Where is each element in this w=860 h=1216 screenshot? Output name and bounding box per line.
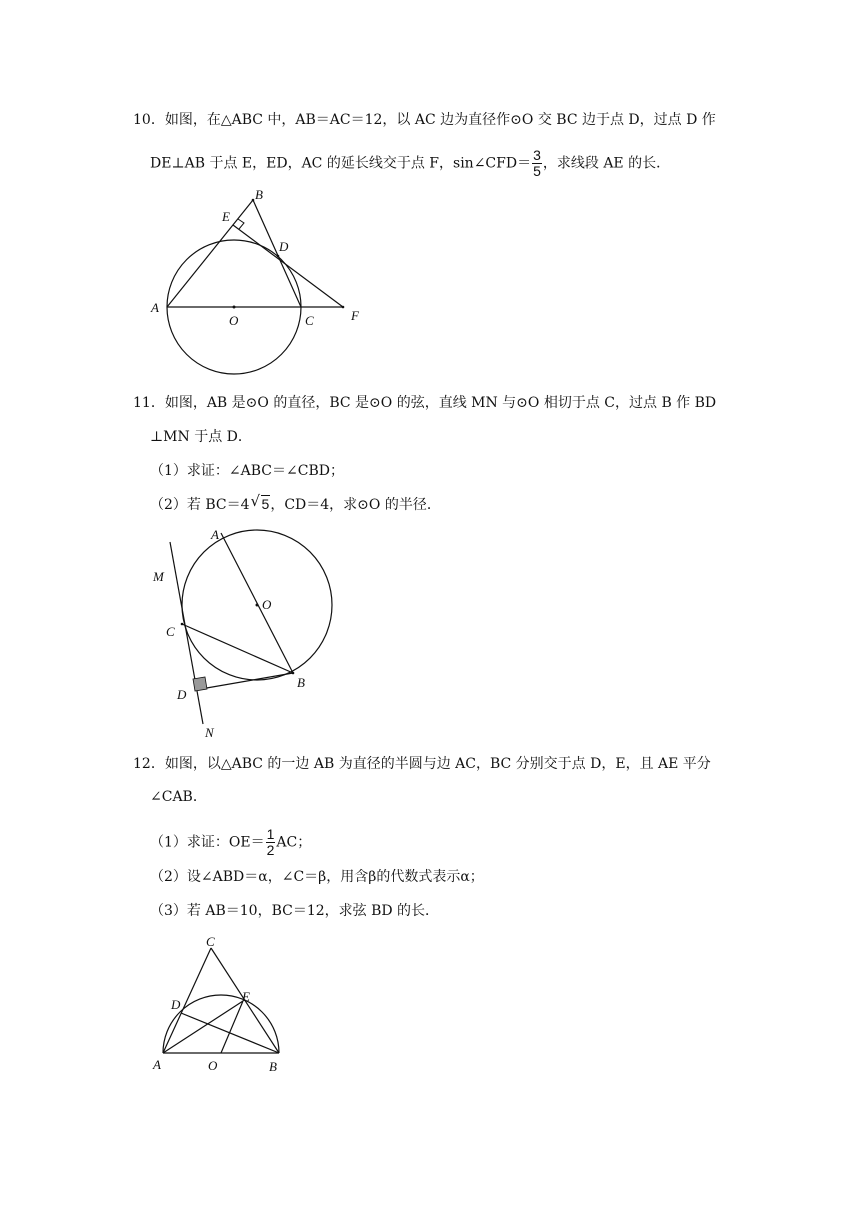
q10-frac-den: 5	[533, 163, 541, 179]
q10-frac-num: 3	[533, 147, 541, 163]
q12-label-e: E	[242, 989, 250, 1004]
q12-label-c: C	[206, 934, 215, 949]
q10-point-d	[277, 255, 280, 258]
q12-label-a: A	[153, 1057, 161, 1072]
q10-fraction	[532, 148, 542, 179]
q10-line-bc	[253, 200, 301, 307]
q10-line1: 10．如图，在△ABC 中，AB＝AC＝12，以 AC 边为直径作⊙O 交 BC 边于点 D，过点 D 作	[133, 112, 716, 128]
q10-line2-post: ，求线段 AE 的长．	[542, 155, 671, 172]
q10-label-b: B	[255, 187, 263, 202]
q11-point-c	[181, 623, 184, 626]
q11-label-a: A	[211, 527, 219, 542]
q11-part2-pre: （2）若 BC＝4	[150, 497, 250, 513]
q11-label-c: C	[166, 624, 175, 639]
q11-line-ab	[221, 533, 293, 673]
q12-part3: （3）若 AB＝10，BC＝12，求弦 BD 的长．	[150, 903, 440, 919]
q10-line2-pre: DE⊥AB 于点 E，ED，AC 的延长线交于点 F，sin∠CFD＝	[150, 155, 532, 172]
q10-figure	[145, 185, 385, 384]
q10-label-a: A	[151, 300, 159, 315]
q11-part2	[150, 494, 441, 515]
q10-label-f: F	[351, 308, 359, 323]
q10-label-o: O	[229, 313, 239, 328]
q11-figure	[145, 525, 345, 749]
q12-figure	[145, 930, 305, 1084]
q10-line2	[150, 148, 670, 179]
q10-label-e: E	[222, 209, 230, 224]
q10-line-ef	[233, 225, 343, 307]
q11-sqrt: √ 5	[250, 492, 270, 512]
q11-center-dot	[256, 604, 259, 607]
q10-point-b	[252, 199, 255, 202]
q11-label-b: B	[297, 675, 305, 690]
q11-line-db	[195, 673, 293, 690]
q11-part1: （1）求证：∠ABC＝∠CBD；	[150, 463, 344, 479]
q12-part1-pre: （1）求证：OE＝	[150, 834, 265, 851]
q12-line1: 12．如图，以△ABC 的一边 AB 为直径的半圆与边 AC，BC 分别交于点 D，E，且 AE 平分	[133, 756, 711, 772]
q12-label-b: B	[269, 1059, 277, 1074]
q11-line-cb	[182, 624, 293, 673]
q12-line2: ∠CAB．	[150, 789, 207, 805]
q10-label-c: C	[305, 313, 314, 328]
q11-part2-post: ，CD＝4，求⊙O 的半径．	[270, 497, 441, 513]
q12-label-o: O	[208, 1058, 218, 1073]
q11-line-mn	[170, 542, 203, 724]
q10-right-angle-mark	[238, 219, 244, 229]
q12-frac-num: 1	[266, 826, 275, 842]
q12-part1	[150, 827, 311, 858]
q11-line2: ⊥MN 于点 D．	[150, 429, 252, 445]
q10-point-f	[342, 306, 345, 309]
q11-right-angle-mark	[193, 677, 207, 691]
q12-fraction	[266, 827, 276, 858]
q12-part1-post: AC；	[276, 834, 312, 851]
q11-label-n: N	[205, 725, 214, 740]
q10-center-dot	[233, 306, 236, 309]
q11-label-d: D	[177, 687, 187, 702]
q10-label-d: D	[279, 239, 289, 254]
q12-frac-den: 2	[266, 842, 275, 858]
q11-line1: 11．如图，AB 是⊙O 的直径，BC 是⊙O 的弦，直线 MN 与⊙O 相切于点 C，过点 B 作 BD	[133, 395, 717, 411]
q10-line-ab	[167, 200, 253, 307]
q11-sqrt-arg: 5	[261, 496, 270, 512]
q11-point-b	[292, 672, 295, 675]
q11-label-o: O	[262, 597, 272, 612]
q12-label-d: D	[171, 997, 181, 1012]
q11-label-m: M	[153, 569, 164, 584]
q12-semicircle	[163, 995, 279, 1053]
q12-part2: （2）设∠ABD＝α，∠C＝β，用含β的代数式表示α；	[150, 869, 484, 885]
